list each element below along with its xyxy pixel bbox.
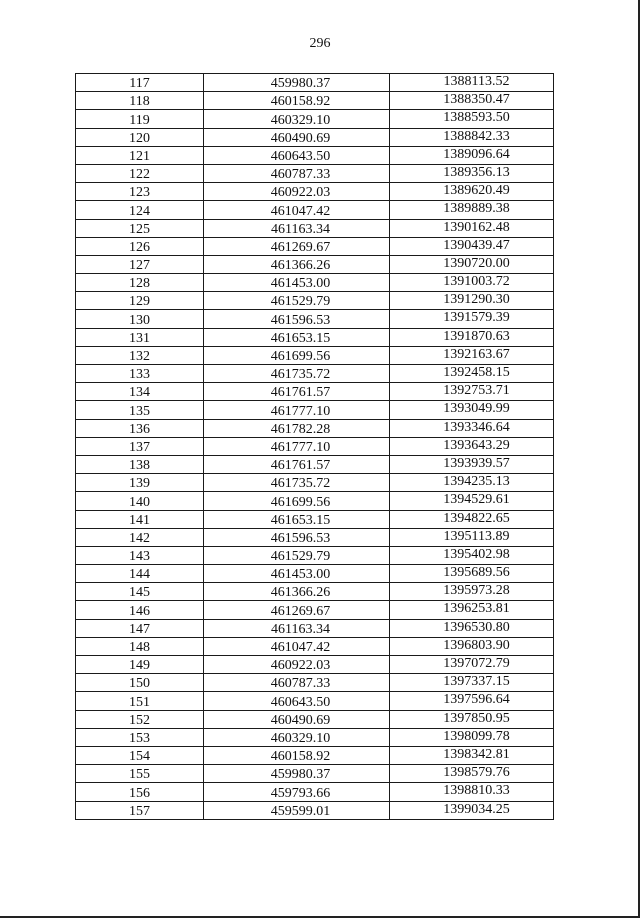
table-row xyxy=(76,746,554,764)
point-number-cell: 142 xyxy=(76,528,204,546)
x-coordinate-cell: 461777.10 xyxy=(204,437,390,455)
x-coordinate-cell: 460922.03 xyxy=(204,183,390,201)
table-row xyxy=(76,437,554,455)
page-number: 296 xyxy=(309,36,331,51)
y-coordinate-cell: 1388350.47 xyxy=(390,92,554,110)
y-coordinate-cell: 1393049.99 xyxy=(390,401,554,419)
y-coordinate-cell: 1394822.65 xyxy=(390,510,554,528)
x-coordinate-cell: 461699.56 xyxy=(204,346,390,364)
table-row xyxy=(76,110,554,128)
point-number-cell: 137 xyxy=(76,437,204,455)
table-row xyxy=(76,583,554,601)
y-coordinate-cell: 1393643.29 xyxy=(390,437,554,455)
y-coordinate-cell: 1389356.13 xyxy=(390,164,554,182)
x-coordinate-cell: 460158.92 xyxy=(204,746,390,764)
y-coordinate-cell: 1397072.79 xyxy=(390,656,554,674)
x-coordinate-cell: 461735.72 xyxy=(204,474,390,492)
table-row xyxy=(76,728,554,746)
point-number-cell: 145 xyxy=(76,583,204,601)
table-row xyxy=(76,183,554,201)
table-row xyxy=(76,255,554,273)
x-coordinate-cell: 461782.28 xyxy=(204,419,390,437)
table-row xyxy=(76,455,554,473)
table-row xyxy=(76,510,554,528)
point-number-cell: 123 xyxy=(76,183,204,201)
point-number-cell: 157 xyxy=(76,801,204,819)
y-coordinate-cell: 1398579.76 xyxy=(390,765,554,783)
point-number-cell: 144 xyxy=(76,565,204,583)
table-row xyxy=(76,783,554,801)
table-row xyxy=(76,92,554,110)
point-number-cell: 156 xyxy=(76,783,204,801)
x-coordinate-cell: 460490.69 xyxy=(204,710,390,728)
y-coordinate-cell: 1398810.33 xyxy=(390,783,554,801)
x-coordinate-cell: 460329.10 xyxy=(204,110,390,128)
x-coordinate-cell: 461366.26 xyxy=(204,255,390,273)
point-number-cell: 121 xyxy=(76,146,204,164)
y-coordinate-cell: 1396803.90 xyxy=(390,637,554,655)
x-coordinate-cell: 461735.72 xyxy=(204,365,390,383)
y-coordinate-cell: 1388113.52 xyxy=(390,74,554,92)
point-number-cell: 129 xyxy=(76,292,204,310)
point-number-cell: 130 xyxy=(76,310,204,328)
x-coordinate-cell: 461653.15 xyxy=(204,328,390,346)
x-coordinate-cell: 461047.42 xyxy=(204,201,390,219)
point-number-cell: 122 xyxy=(76,164,204,182)
y-coordinate-cell: 1390439.47 xyxy=(390,237,554,255)
table-row xyxy=(76,546,554,564)
y-coordinate-cell: 1393939.57 xyxy=(390,455,554,473)
x-coordinate-cell: 460787.33 xyxy=(204,164,390,182)
x-coordinate-cell: 460490.69 xyxy=(204,128,390,146)
x-coordinate-cell: 459793.66 xyxy=(204,783,390,801)
x-coordinate-cell: 461047.42 xyxy=(204,637,390,655)
point-number-cell: 132 xyxy=(76,346,204,364)
y-coordinate-cell: 1389096.64 xyxy=(390,146,554,164)
x-coordinate-cell: 459980.37 xyxy=(204,765,390,783)
table-row xyxy=(76,128,554,146)
x-coordinate-cell: 461529.79 xyxy=(204,292,390,310)
table-row xyxy=(76,528,554,546)
point-number-cell: 153 xyxy=(76,728,204,746)
point-number-cell: 127 xyxy=(76,255,204,273)
y-coordinate-cell: 1397337.15 xyxy=(390,674,554,692)
table-row xyxy=(76,164,554,182)
point-number-cell: 151 xyxy=(76,692,204,710)
point-number-cell: 128 xyxy=(76,274,204,292)
table-row xyxy=(76,292,554,310)
table-row xyxy=(76,74,554,92)
table-row xyxy=(76,492,554,510)
y-coordinate-cell: 1390162.48 xyxy=(390,219,554,237)
table-row xyxy=(76,401,554,419)
x-coordinate-cell: 461269.67 xyxy=(204,601,390,619)
x-coordinate-cell: 461596.53 xyxy=(204,310,390,328)
y-coordinate-cell: 1396530.80 xyxy=(390,619,554,637)
point-number-cell: 150 xyxy=(76,674,204,692)
y-coordinate-cell: 1395689.56 xyxy=(390,565,554,583)
y-coordinate-cell: 1392458.15 xyxy=(390,365,554,383)
x-coordinate-cell: 461761.57 xyxy=(204,455,390,473)
table-row xyxy=(76,146,554,164)
table-row xyxy=(76,619,554,637)
point-number-cell: 138 xyxy=(76,455,204,473)
point-number-cell: 119 xyxy=(76,110,204,128)
y-coordinate-cell: 1398099.78 xyxy=(390,728,554,746)
point-number-cell: 146 xyxy=(76,601,204,619)
table-row xyxy=(76,656,554,674)
y-coordinate-cell: 1392753.71 xyxy=(390,383,554,401)
table-row xyxy=(76,346,554,364)
table-row xyxy=(76,328,554,346)
x-coordinate-cell: 461529.79 xyxy=(204,546,390,564)
point-number-cell: 133 xyxy=(76,365,204,383)
y-coordinate-cell: 1391870.63 xyxy=(390,328,554,346)
x-coordinate-cell: 460643.50 xyxy=(204,692,390,710)
table-row xyxy=(76,692,554,710)
y-coordinate-cell: 1388842.33 xyxy=(390,128,554,146)
y-coordinate-cell: 1395402.98 xyxy=(390,546,554,564)
table-row xyxy=(76,419,554,437)
y-coordinate-cell: 1391579.39 xyxy=(390,310,554,328)
point-number-cell: 139 xyxy=(76,474,204,492)
point-number-cell: 125 xyxy=(76,219,204,237)
y-coordinate-cell: 1395113.89 xyxy=(390,528,554,546)
y-coordinate-cell: 1392163.67 xyxy=(390,346,554,364)
table-row xyxy=(76,383,554,401)
x-coordinate-cell: 459980.37 xyxy=(204,74,390,92)
y-coordinate-cell: 1395973.28 xyxy=(390,583,554,601)
point-number-cell: 149 xyxy=(76,656,204,674)
point-number-cell: 154 xyxy=(76,746,204,764)
table-row xyxy=(76,601,554,619)
point-number-cell: 155 xyxy=(76,765,204,783)
table-row xyxy=(76,201,554,219)
table-row xyxy=(76,274,554,292)
y-coordinate-cell: 1394235.13 xyxy=(390,474,554,492)
point-number-cell: 152 xyxy=(76,710,204,728)
x-coordinate-cell: 460922.03 xyxy=(204,656,390,674)
x-coordinate-cell: 461269.67 xyxy=(204,237,390,255)
table-row xyxy=(76,237,554,255)
x-coordinate-cell: 461453.00 xyxy=(204,565,390,583)
table-row xyxy=(76,801,554,819)
point-number-cell: 147 xyxy=(76,619,204,637)
coordinates-table-body xyxy=(76,74,554,820)
table-row xyxy=(76,674,554,692)
x-coordinate-cell: 460158.92 xyxy=(204,92,390,110)
y-coordinate-cell: 1393346.64 xyxy=(390,419,554,437)
point-number-cell: 136 xyxy=(76,419,204,437)
y-coordinate-cell: 1397850.95 xyxy=(390,710,554,728)
x-coordinate-cell: 461163.34 xyxy=(204,219,390,237)
table-row xyxy=(76,365,554,383)
x-coordinate-cell: 461596.53 xyxy=(204,528,390,546)
x-coordinate-cell: 461699.56 xyxy=(204,492,390,510)
point-number-cell: 126 xyxy=(76,237,204,255)
y-coordinate-cell: 1398342.81 xyxy=(390,746,554,764)
x-coordinate-cell: 461453.00 xyxy=(204,274,390,292)
point-number-cell: 117 xyxy=(76,74,204,92)
y-coordinate-cell: 1391290.30 xyxy=(390,292,554,310)
y-coordinate-cell: 1388593.50 xyxy=(390,110,554,128)
point-number-cell: 140 xyxy=(76,492,204,510)
y-coordinate-cell: 1394529.61 xyxy=(390,492,554,510)
x-coordinate-cell: 461163.34 xyxy=(204,619,390,637)
point-number-cell: 131 xyxy=(76,328,204,346)
y-coordinate-cell: 1389620.49 xyxy=(390,183,554,201)
point-number-cell: 120 xyxy=(76,128,204,146)
y-coordinate-cell: 1397596.64 xyxy=(390,692,554,710)
x-coordinate-cell: 461761.57 xyxy=(204,383,390,401)
point-number-cell: 124 xyxy=(76,201,204,219)
coordinates-table xyxy=(75,73,554,820)
table-row xyxy=(76,765,554,783)
point-number-cell: 143 xyxy=(76,546,204,564)
x-coordinate-cell: 460787.33 xyxy=(204,674,390,692)
x-coordinate-cell: 461653.15 xyxy=(204,510,390,528)
table-row xyxy=(76,219,554,237)
table-row xyxy=(76,710,554,728)
point-number-cell: 135 xyxy=(76,401,204,419)
x-coordinate-cell: 461366.26 xyxy=(204,583,390,601)
x-coordinate-cell: 461777.10 xyxy=(204,401,390,419)
x-coordinate-cell: 460329.10 xyxy=(204,728,390,746)
point-number-cell: 141 xyxy=(76,510,204,528)
y-coordinate-cell: 1396253.81 xyxy=(390,601,554,619)
table-row xyxy=(76,310,554,328)
table-row xyxy=(76,637,554,655)
y-coordinate-cell: 1399034.25 xyxy=(390,801,554,819)
x-coordinate-cell: 459599.01 xyxy=(204,801,390,819)
y-coordinate-cell: 1390720.00 xyxy=(390,255,554,273)
table-row xyxy=(76,565,554,583)
point-number-cell: 134 xyxy=(76,383,204,401)
point-number-cell: 118 xyxy=(76,92,204,110)
x-coordinate-cell: 460643.50 xyxy=(204,146,390,164)
y-coordinate-cell: 1391003.72 xyxy=(390,274,554,292)
point-number-cell: 148 xyxy=(76,637,204,655)
table-row xyxy=(76,474,554,492)
y-coordinate-cell: 1389889.38 xyxy=(390,201,554,219)
